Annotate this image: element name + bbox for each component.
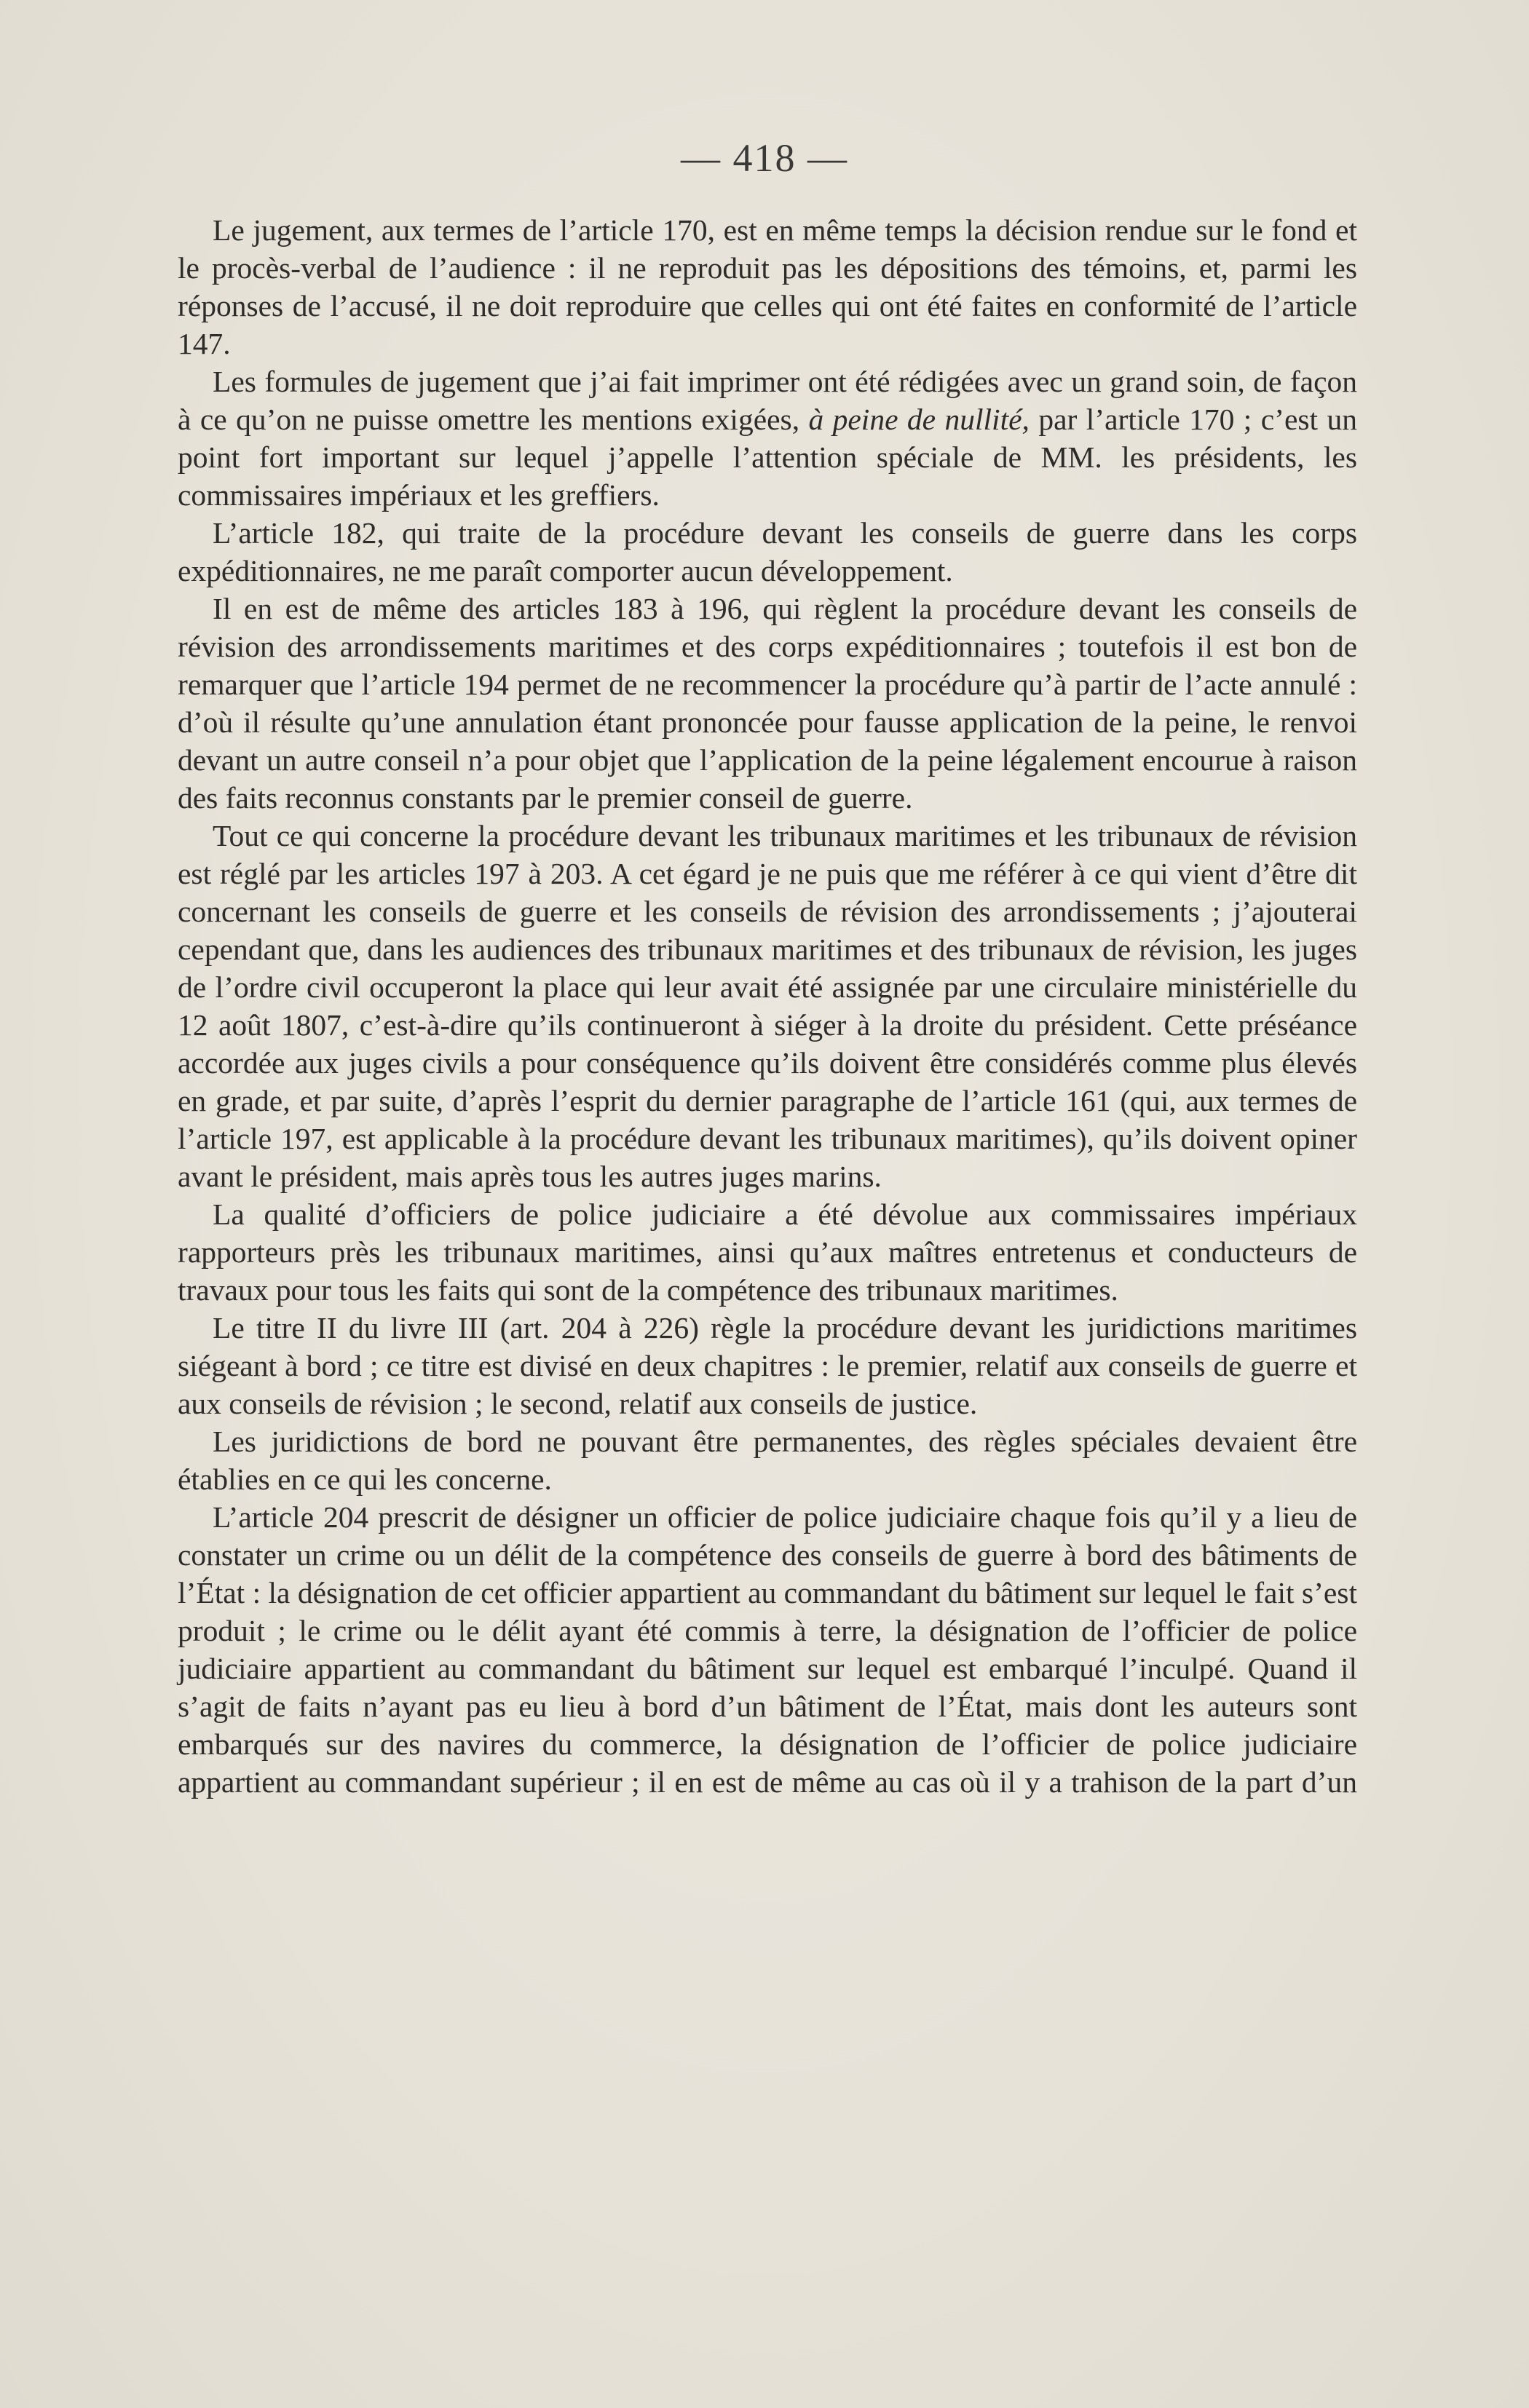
paragraph-4: Il en est de même des articles 183 à 196, qui règlent la procédure devant les conseils de révision des arrondissements maritimes et des corps expéditionnaires ; toutefois il est bon de remarquer que l’article 194 permet de ne recommencer la procédure qu’à partir de l’acte annulé : d’où il résulte qu’une annulation étant prononcée pour fausse application de la peine, le renvoi devant un autre conseil n’a pour objet que l’application de la peine légalement encourue à raison des faits reconnus constants par le premier conseil de guerre.	[178, 592, 1357, 815]
paragraph-6: La qualité d’officiers de police judiciaire a été dévolue aux commissaires impériaux rapporteurs près les tribunaux maritimes, ainsi qu’aux maîtres entretenus et conducteurs de travaux pour tous les faits qui sont de la compétence des tribunaux maritimes.	[178, 1197, 1357, 1307]
paragraph-3: L’article 182, qui traite de la procédure devant les conseils de guerre dans les corps expéditionnaires, ne me paraît comporter aucun développement.	[178, 516, 1357, 587]
paragraph-7: Le titre II du livre III (art. 204 à 226) règle la procédure devant les juridictions maritimes siégeant à bord ; ce titre est divisé en deux chapitres : le premier, relatif aux conseils de guerre et aux conseils de révision ; le second, relatif aux conseils de justice.	[178, 1311, 1357, 1420]
page-number: — 418 —	[681, 136, 848, 180]
body-text	[178, 211, 1357, 1801]
paragraph-9: L’article 204 prescrit de désigner un officier de police judiciaire chaque fois qu’il y a lieu de constater un crime ou un délit de la compétence des conseils de guerre à bord des bâtiments de l’État : la désignation de cet officier appartient au commandant du bâtiment sur lequel le fait s’est produit ; le crime ou le délit ayant été commis à terre, la désignation de l’officier de police judiciaire appartient au commandant du bâtiment sur lequel est embarqué l’inculpé. Quand il s’agit de faits n’ayant pas eu lieu à bord d’un bâtiment de l’État, mais dont les auteurs sont embarqués sur des navires du commerce, la désignation de l’officier de police judiciaire appartient au commandant supérieur ; il en est de même au cas où il y a trahison de la part d’un	[178, 1500, 1357, 1799]
italic-phrase: à peine de nullité,	[808, 403, 1030, 436]
paragraph-2: Les formules de jugement que j’ai fait imprimer ont été rédigées avec un grand soin, de façon à ce qu’on ne puisse omettre les mentions exigées, à peine de nullité, par l’article 170 ; c’est un point fort important sur lequel j’appelle l’attention spéciale de MM. les présidents, les commissaires impériaux et les greffiers.	[178, 365, 1357, 512]
paragraph-8: Les juridictions de bord ne pouvant être permanentes, des règles spéciales devaient être établies en ce qui les concerne.	[178, 1425, 1357, 1496]
paragraph-5: Tout ce qui concerne la procédure devant les tribunaux maritimes et les tribunaux de révision est réglé par les articles 197 à 203. A cet égard je ne puis que me référer à ce qui vient d’être dit concernant les conseils de guerre et les conseils de révision des arrondissements ; j’ajouterai cependant que, dans les audiences des tribunaux maritimes et des tribunaux de révision, les juges de l’ordre civil occuperont la place qui leur avait été assignée par une circulaire ministérielle du 12 août 1807, c’est-à-dire qu’ils continueront à siéger à la droite du président. Cette préséance accordée aux juges civils a pour conséquence qu’ils doivent être considérés comme plus élevés en grade, et par suite, d’après l’esprit du dernier paragraphe de l’article 161 (qui, aux termes de l’article 197, est applicable à la procédure devant les tribunaux maritimes), qu’ils doivent opiner avant le président, mais après tous les autres juges marins.	[178, 819, 1357, 1193]
paragraph-1: Le jugement, aux termes de l’article 170, est en même temps la décision rendue sur le fond et le procès-verbal de l’audience : il ne reproduit pas les dépositions des témoins, et, parmi les réponses de l’accusé, il ne doit reproduire que celles qui ont été faites en conformité de l’article 147.	[178, 213, 1357, 360]
